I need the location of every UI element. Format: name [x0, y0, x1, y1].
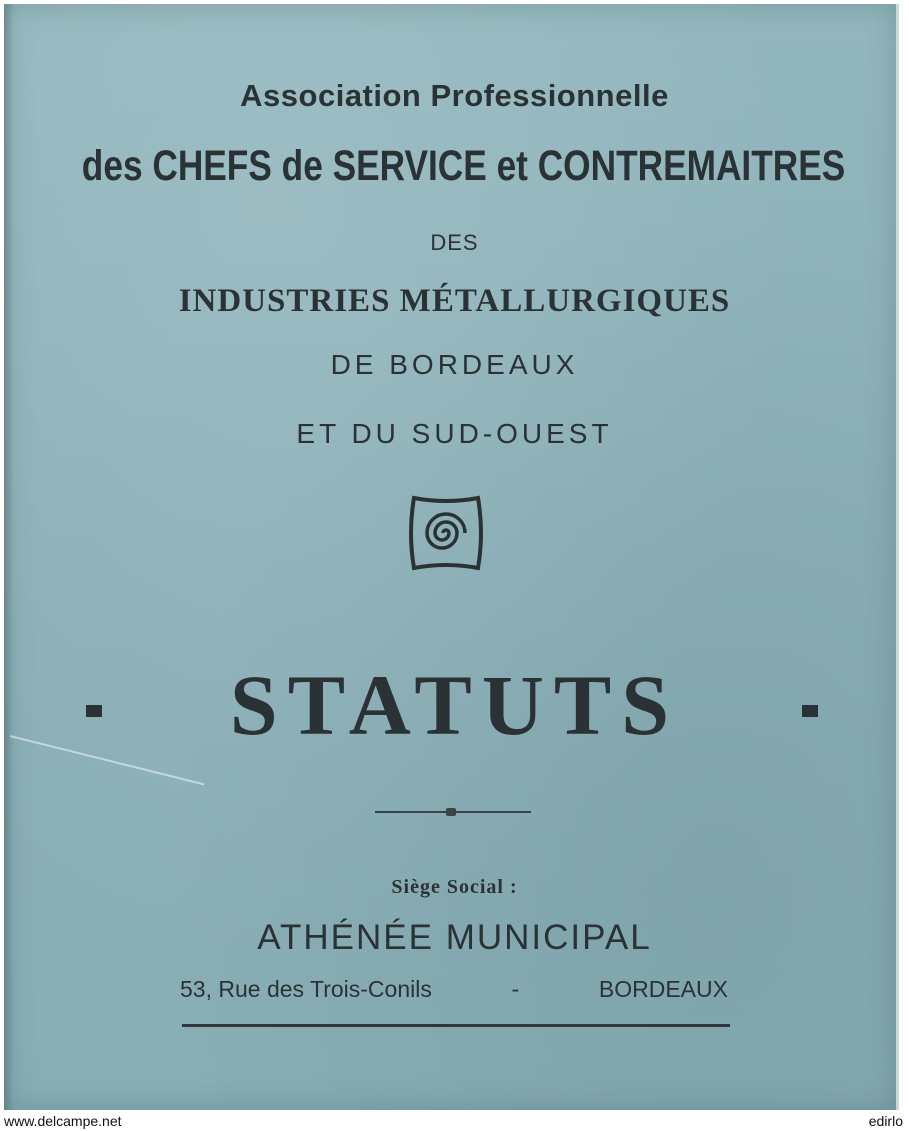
chefs-heading: des CHEFS de SERVICE et CONTREMAITRES — [81, 142, 846, 190]
address-separator: - — [511, 976, 520, 1002]
source-watermark: www.delcampe.net — [4, 1113, 122, 1129]
watermark-footer — [0, 1113, 909, 1131]
divider-center-ornament — [446, 808, 456, 816]
athenee-municipal: ATHÉNÉE MUNICIPAL — [257, 918, 652, 957]
address-line — [180, 976, 728, 1003]
association-heading: Association Professionnelle — [240, 78, 669, 113]
siege-social-label: Siège Social : — [391, 876, 518, 898]
seller-watermark: edirlo — [868, 1113, 903, 1129]
bordeaux-heading: DE BORDEAUX — [330, 349, 579, 380]
industries-heading: INDUSTRIES MÉTALLURGIQUES — [178, 283, 731, 319]
des-heading: DES — [430, 230, 479, 255]
bottom-rule — [182, 1024, 730, 1027]
spiral-emblem-icon — [404, 492, 488, 574]
address-city: BORDEAUX — [598, 976, 728, 1002]
title-right-ornament — [802, 705, 818, 717]
sud-ouest-heading: ET DU SUD-OUEST — [296, 418, 613, 449]
address-street: 53, Rue des Trois-Conils — [180, 976, 432, 1002]
statuts-title: STATUTS — [229, 657, 680, 753]
